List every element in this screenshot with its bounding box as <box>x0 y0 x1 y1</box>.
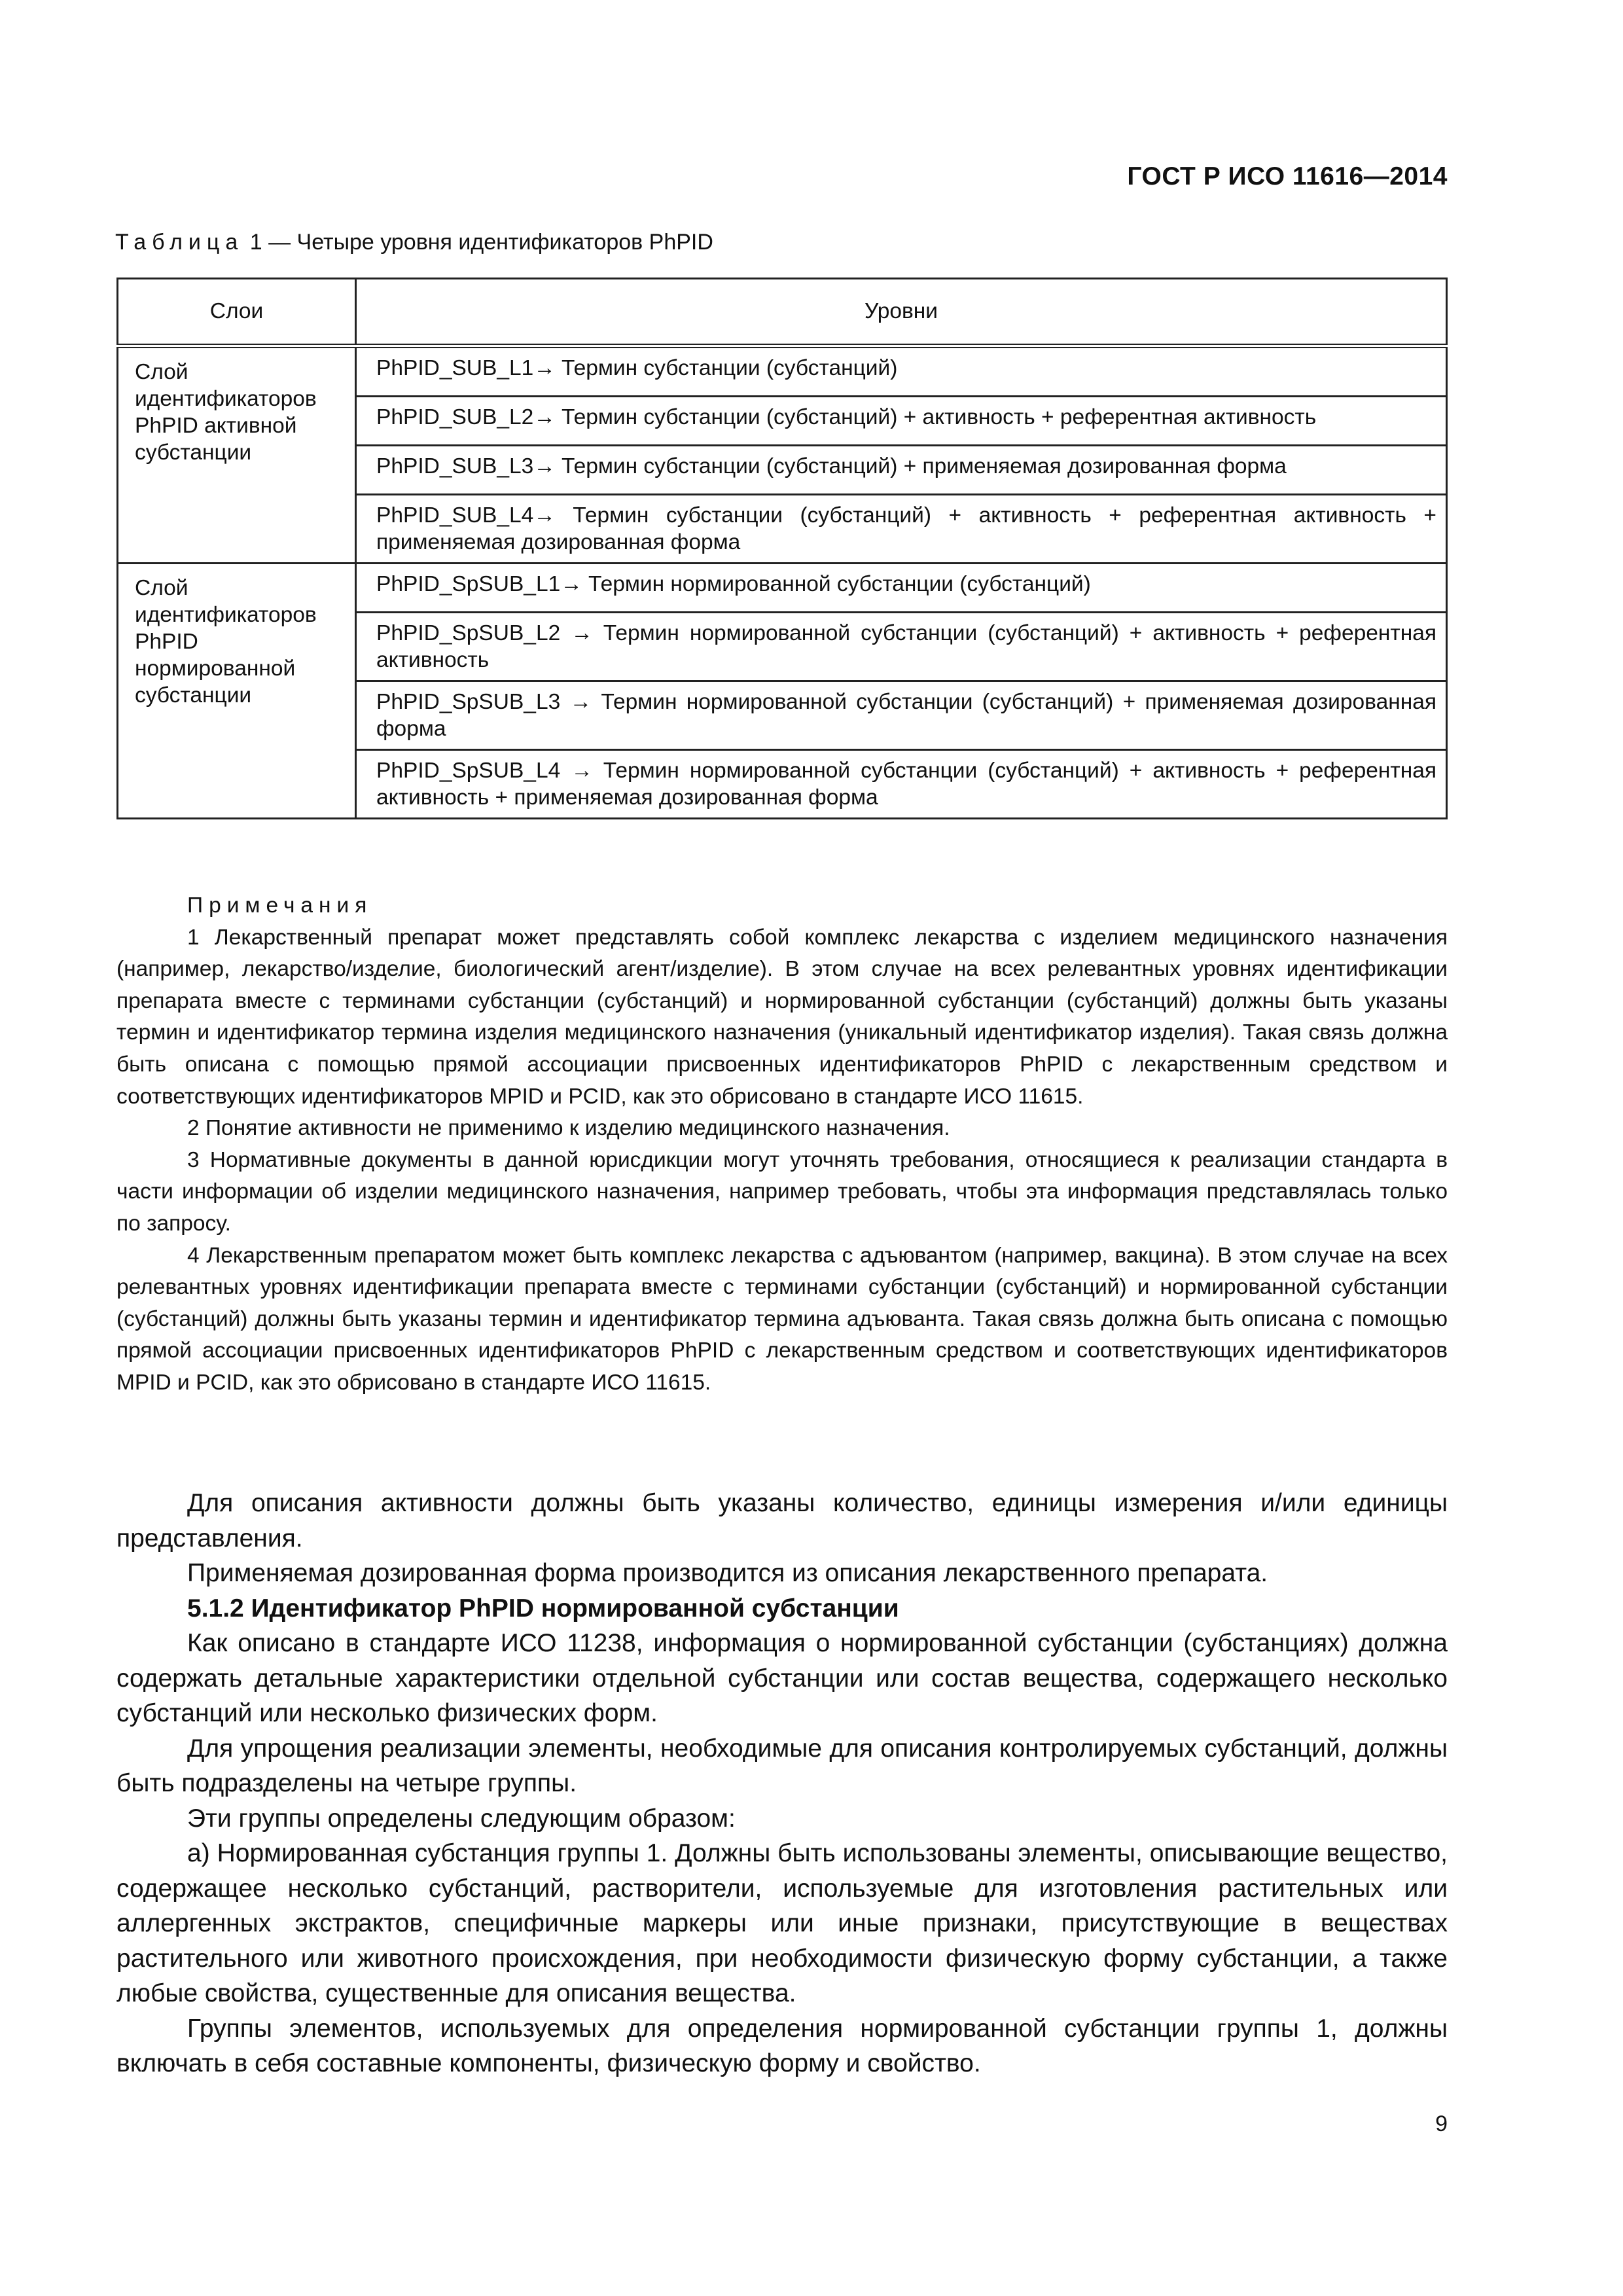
paragraph: Группы элементов, используемых для определения нормированной субстанции группы 1, должны включать в себя составные компоненты, физическую форму и свойство. <box>116 2014 1448 2077</box>
column-header-layers: Слои <box>118 279 356 346</box>
section-heading: 5.1.2 Идентификатор PhPID нормированной субстанции <box>187 1594 899 1623</box>
column-header-levels: Уровни <box>356 279 1447 346</box>
paragraph: Эти группы определены следующим образом: <box>187 1804 736 1833</box>
level-cell: PhPID_SpSUB_L2 → Термин нормированной субстанции (субстанций) + активность + референтная активность <box>356 613 1447 681</box>
level-cell: PhPID_SpSUB_L1→ Термин нормированной субстанции (субстанций) <box>356 564 1447 613</box>
page-number: 9 <box>1435 2111 1448 2136</box>
paragraph: Как описано в стандарте ИСО 11238, информация о нормированной субстанции (субстанциях) должна содержать детальные характеристики отдельной субстанции или состав вещества, содержащего несколько субстанций или несколько физических форм. <box>116 1629 1448 1727</box>
table-caption-text: 1 — Четыре уровня идентификаторов PhPID <box>243 230 713 255</box>
table-caption <box>115 230 713 255</box>
level-cell: PhPID_SpSUB_L4 → Термин нормированной субстанции (субстанций) + активность + референтная активность + применяемая дозированная форма <box>356 750 1447 819</box>
document-id: ГОСТ Р ИСО 11616—2014 <box>1127 162 1448 190</box>
level-cell: PhPID_SUB_L4→ Термин субстанции (субстанций) + активность + референтная активность + применяемая дозированная форма <box>356 495 1447 564</box>
layer-cell: Слой идентификаторов PhPID нормированной субстанции <box>118 564 356 819</box>
level-cell: PhPID_SUB_L2→ Термин субстанции (субстанций) + активность + референтная активность <box>356 397 1447 446</box>
note-item: 1 Лекарственный препарат может представлять собой комплекс лекарства с изделием медицинского назначения (например, лекарство/изделие, биологический агент/изделие). В этом случае на всех релевантных уровнях идентификации препарата вместе с терминами субстанции (субстанций) и нормированной субстанции (субстанций) должны быть указаны термин и идентификатор термина изделия медицинского назначения (уникальный идентификатор изделия). Такая связь должна быть описана с помощью прямой ассоциации присвоенных идентификаторов PhPID с лекарственным средством и соответствующих идентификаторов MPID и PCID, как это обрисовано в стандарте ИСО 11615. <box>116 925 1448 1109</box>
level-cell: PhPID_SUB_L1→ Термин субстанции (субстанций) <box>356 346 1447 397</box>
identifier-levels-table <box>116 278 1448 819</box>
note-item: 3 Нормативные документы в данной юрисдикции могут уточнять требования, относящиеся к реализации стандарта в части информации об изделии медицинского назначения, например требовать, чтобы эта информация представлялась только по запросу. <box>116 1147 1448 1236</box>
paragraph: Применяемая дозированная форма производится из описания лекарственного препарата. <box>187 1559 1268 1587</box>
layer-cell: Слой идентификаторов PhPID активной субстанции <box>118 346 356 564</box>
table-row <box>118 346 1447 397</box>
paragraph: Для упрощения реализации элементы, необходимые для описания контролируемых субстанций, должны быть подразделены на четыре группы. <box>116 1734 1448 1797</box>
note-item: 2 Понятие активности не применимо к изделию медицинского назначения. <box>187 1116 950 1141</box>
notes-block <box>116 890 1448 1399</box>
table-header-row <box>118 279 1447 346</box>
body-text <box>116 1486 1448 2081</box>
level-cell: PhPID_SpSUB_L3 → Термин нормированной субстанции (субстанций) + применяемая дозированная форма <box>356 681 1447 750</box>
notes-heading: Примечания <box>187 893 373 918</box>
note-item: 4 Лекарственным препаратом может быть комплекс лекарства с адъювантом (например, вакцина). В этом случае на всех релевантных уровнях идентификации препарата вместе с терминами субстанции (субстанций) и нормированной субстанции (субстанций) должны быть указаны термин и идентификатор термина адъюванта. Такая связь должна быть описана с помощью прямой ассоциации присвоенных идентификаторов PhPID с лекарственным средством и соответствующих идентификаторов MPID и PCID, как это обрисовано в стандарте ИСО 11615. <box>116 1243 1448 1395</box>
table-caption-word: Таблица <box>115 230 244 255</box>
list-item: а) Нормированная субстанция группы 1. Должны быть использованы элементы, описывающие вещество, содержащее несколько субстанций, растворители, используемые для изготовления растительных или аллергенных экстрактов, специфичные маркеры или иные признаки, присутствующие в веществах растительного или животного происхождения, при необходимости физическую форму субстанции, а также любые свойства, существенные для описания вещества. <box>116 1839 1448 2007</box>
level-cell: PhPID_SUB_L3→ Термин субстанции (субстанций) + применяемая дозированная форма <box>356 446 1447 495</box>
paragraph: Для описания активности должны быть указаны количество, единицы измерения и/или единицы представления. <box>116 1489 1448 1552</box>
table-row <box>118 564 1447 613</box>
